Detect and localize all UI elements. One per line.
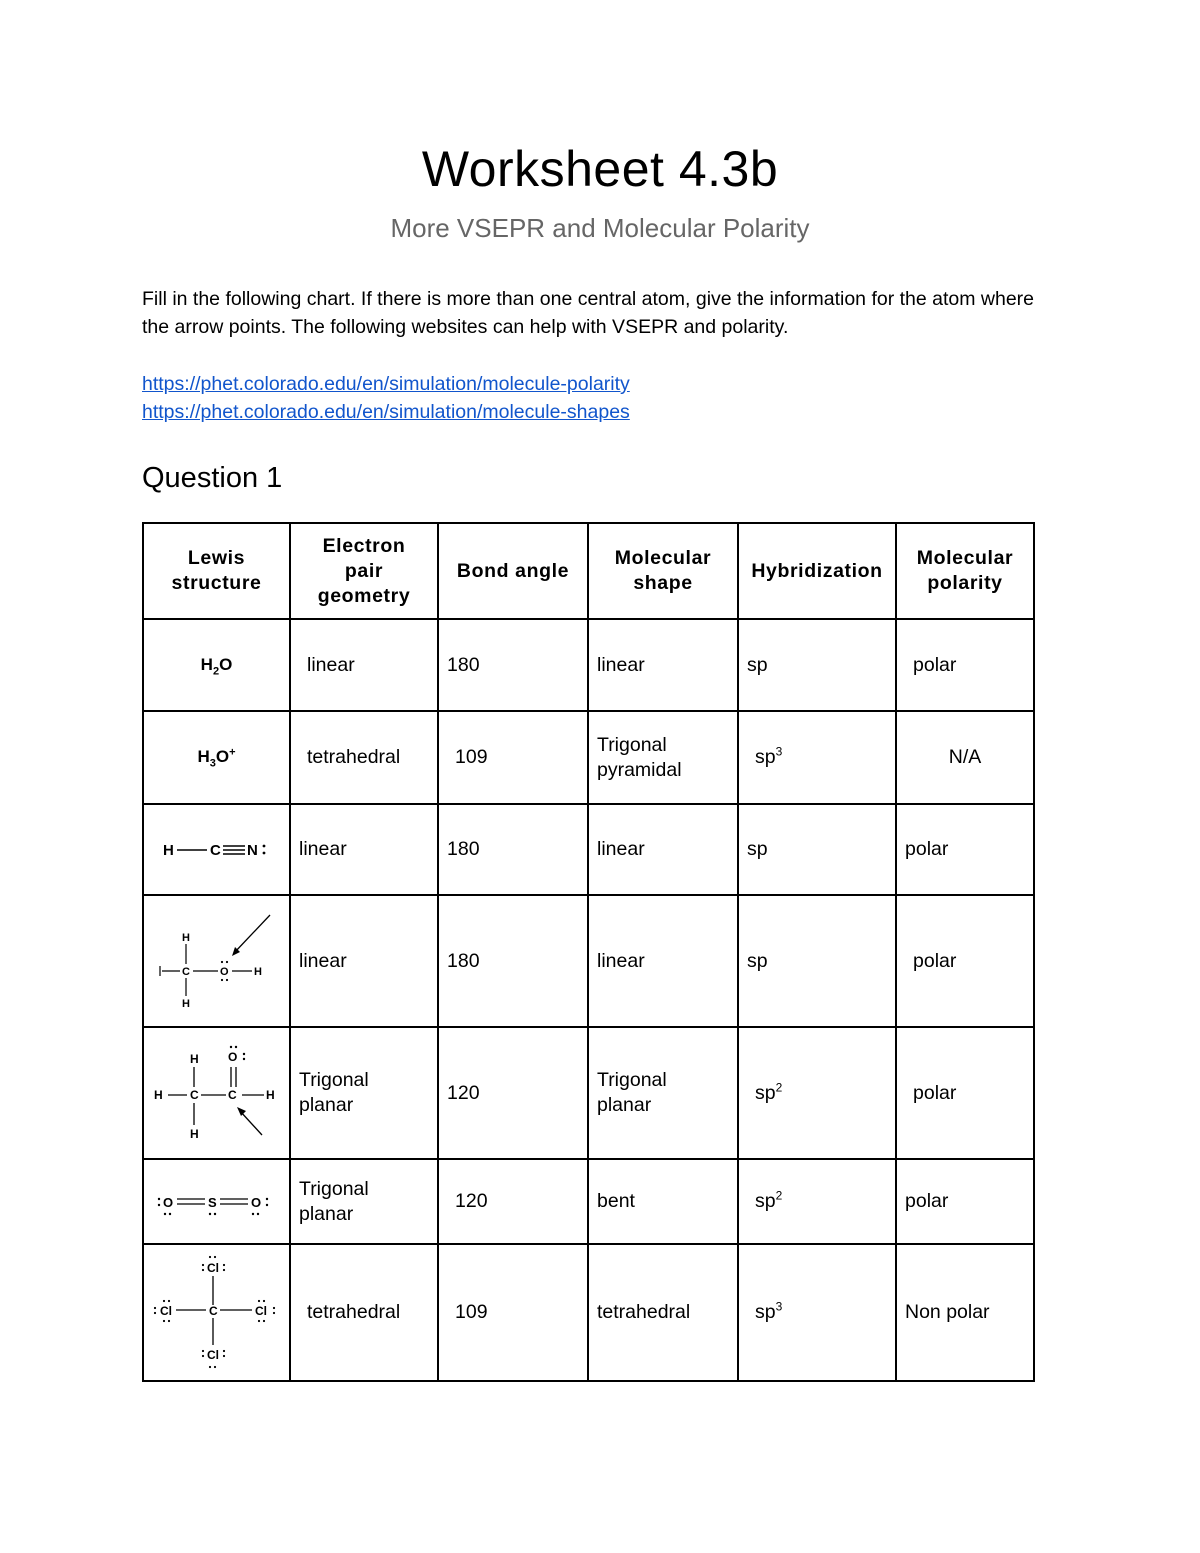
table-row bbox=[143, 711, 1034, 804]
link-molecule-shapes[interactable]: https://phet.colorado.edu/en/simulation/molecule-shapes bbox=[142, 401, 630, 423]
svg-text:O: O bbox=[162, 1194, 173, 1210]
cell-geometry: linear bbox=[290, 895, 438, 1027]
header-molecular-shape: Molecular shape bbox=[588, 523, 738, 619]
geometry-text: Trigonal planar bbox=[299, 1177, 369, 1225]
svg-text:C: C bbox=[181, 966, 190, 978]
hyb-superscript: 2 bbox=[775, 1080, 783, 1094]
cell-geometry: tetrahedral bbox=[290, 1244, 438, 1381]
table-row bbox=[143, 1159, 1034, 1244]
cell-geometry bbox=[290, 1159, 438, 1244]
cell-hybridization bbox=[738, 804, 896, 895]
svg-text:H: H bbox=[265, 1088, 275, 1102]
cell-shape: linear bbox=[588, 804, 738, 895]
svg-text:H: H bbox=[189, 1052, 199, 1066]
vsepr-chart bbox=[142, 522, 1035, 1382]
cell-angle: 109 bbox=[438, 1244, 588, 1381]
question-heading: Question 1 bbox=[142, 462, 283, 494]
cell-shape bbox=[588, 711, 738, 804]
ccl4-lewis-diagram bbox=[152, 1253, 282, 1373]
cell-hybridization bbox=[738, 895, 896, 1027]
table-row bbox=[143, 1027, 1034, 1159]
header-hybridization: Hybridization bbox=[738, 523, 896, 619]
cell-angle: 109 bbox=[438, 711, 588, 804]
svg-text:Cl: Cl bbox=[206, 1347, 219, 1362]
svg-text:H: H bbox=[189, 1127, 199, 1141]
cell-hybridization bbox=[738, 1027, 896, 1159]
hyb-text: sp bbox=[747, 949, 768, 972]
svg-text:H: H bbox=[181, 998, 190, 1010]
cell-geometry: linear bbox=[290, 619, 438, 711]
svg-text:C: C bbox=[208, 1303, 218, 1318]
cell-hybridization bbox=[738, 1159, 896, 1244]
acetaldehyde-lewis-diagram bbox=[152, 1041, 282, 1145]
shape-text: Trigonal planar bbox=[597, 1069, 667, 1116]
cell-polarity: N/A bbox=[896, 711, 1034, 804]
svg-text:N: N bbox=[246, 841, 258, 859]
lewis-structure-acetaldehyde bbox=[143, 1027, 290, 1159]
hyb-superscript: 3 bbox=[775, 1299, 783, 1314]
table-row bbox=[143, 1244, 1034, 1381]
methanol-lewis-diagram bbox=[152, 911, 282, 1011]
shape-text: Trigonal pyramidal bbox=[597, 733, 682, 781]
link-molecule-polarity[interactable]: https://phet.colorado.edu/en/simulation/molecule-polarity bbox=[142, 373, 630, 395]
table-row bbox=[143, 619, 1034, 711]
cell-shape: tetrahedral bbox=[588, 1244, 738, 1381]
cell-polarity: polar bbox=[896, 1027, 1034, 1159]
header-row bbox=[143, 523, 1034, 619]
table-row bbox=[143, 804, 1034, 895]
cell-geometry: linear bbox=[290, 804, 438, 895]
header-bond-angle: Bond angle bbox=[438, 523, 588, 619]
hyb-superscript: 3 bbox=[775, 744, 783, 759]
hyb-text: sp bbox=[755, 1190, 776, 1212]
cell-polarity: polar bbox=[896, 804, 1034, 895]
svg-text:S: S bbox=[207, 1194, 217, 1210]
svg-text:O: O bbox=[227, 1050, 237, 1064]
header-lewis-structure: Lewis structure bbox=[143, 523, 290, 619]
svg-text:O: O bbox=[219, 966, 229, 978]
header-electron-pair-geometry: Electron pair geometry bbox=[290, 523, 438, 619]
lewis-structure-methanol bbox=[143, 895, 290, 1027]
header-molecular-polarity: Molecular polarity bbox=[896, 523, 1034, 619]
resource-links bbox=[142, 370, 630, 426]
cell-angle: 180 bbox=[438, 804, 588, 895]
lewis-structure-hcn bbox=[143, 804, 290, 895]
lewis-h2o-text: $H_2O$ bbox=[200, 654, 233, 678]
svg-text:O: O bbox=[250, 1194, 261, 1210]
cell-polarity: polar bbox=[896, 1159, 1034, 1244]
svg-text:H: H bbox=[253, 966, 262, 978]
hcn-lewis-diagram bbox=[157, 835, 277, 865]
cell-hybridization bbox=[738, 1244, 896, 1381]
hyb-text: sp bbox=[755, 1081, 776, 1104]
svg-text:C: C bbox=[209, 841, 221, 859]
svg-text:Cl: Cl bbox=[159, 1303, 172, 1318]
hyb-text: sp bbox=[755, 1301, 776, 1323]
lewis-structure-h3o bbox=[143, 711, 290, 804]
hyb-superscript: 2 bbox=[775, 1188, 783, 1203]
lewis-structure-h2o bbox=[143, 619, 290, 711]
geometry-text: Trigonal planar bbox=[299, 1069, 369, 1116]
cell-angle: 120 bbox=[438, 1159, 588, 1244]
cell-polarity: polar bbox=[896, 619, 1034, 711]
svg-text:C: C bbox=[227, 1088, 237, 1102]
svg-text:C: C bbox=[189, 1088, 199, 1102]
cell-shape bbox=[588, 1027, 738, 1159]
cell-shape: linear bbox=[588, 895, 738, 1027]
so2-lewis-diagram bbox=[155, 1185, 279, 1219]
page-subtitle: More VSEPR and Molecular Polarity bbox=[390, 213, 810, 243]
hyb-text: sp bbox=[747, 838, 768, 860]
svg-text:H: H bbox=[181, 932, 190, 944]
lewis-structure-ccl4 bbox=[143, 1244, 290, 1381]
svg-text:Cl: Cl bbox=[254, 1303, 267, 1318]
instructions-paragraph: Fill in the following chart. If there is more than one central atom, give the information for the atom where the arrow points. The following websites can help with VSEPR and polarity. bbox=[142, 288, 1035, 338]
cell-angle: 180 bbox=[438, 619, 588, 711]
lewis-structure-so2 bbox=[143, 1159, 290, 1244]
cell-hybridization bbox=[738, 619, 896, 711]
cell-polarity: polar bbox=[896, 895, 1034, 1027]
svg-text:Cl: Cl bbox=[206, 1260, 219, 1275]
lewis-h3o-text: $H_3O^+$ bbox=[197, 746, 236, 770]
hyb-text: sp bbox=[747, 653, 768, 676]
cell-geometry bbox=[290, 1027, 438, 1159]
page-title: Worksheet 4.3b bbox=[421, 141, 779, 197]
cell-angle: 120 bbox=[438, 1027, 588, 1159]
cell-shape: bent bbox=[588, 1159, 738, 1244]
cell-shape: linear bbox=[588, 619, 738, 711]
hyb-text: sp bbox=[755, 746, 776, 768]
cell-hybridization bbox=[738, 711, 896, 804]
table-row bbox=[143, 895, 1034, 1027]
svg-text:H: H bbox=[153, 1088, 163, 1102]
cell-angle: 180 bbox=[438, 895, 588, 1027]
cell-geometry: tetrahedral bbox=[290, 711, 438, 804]
cell-polarity: Non polar bbox=[896, 1244, 1034, 1381]
svg-text:H: H bbox=[162, 841, 174, 859]
